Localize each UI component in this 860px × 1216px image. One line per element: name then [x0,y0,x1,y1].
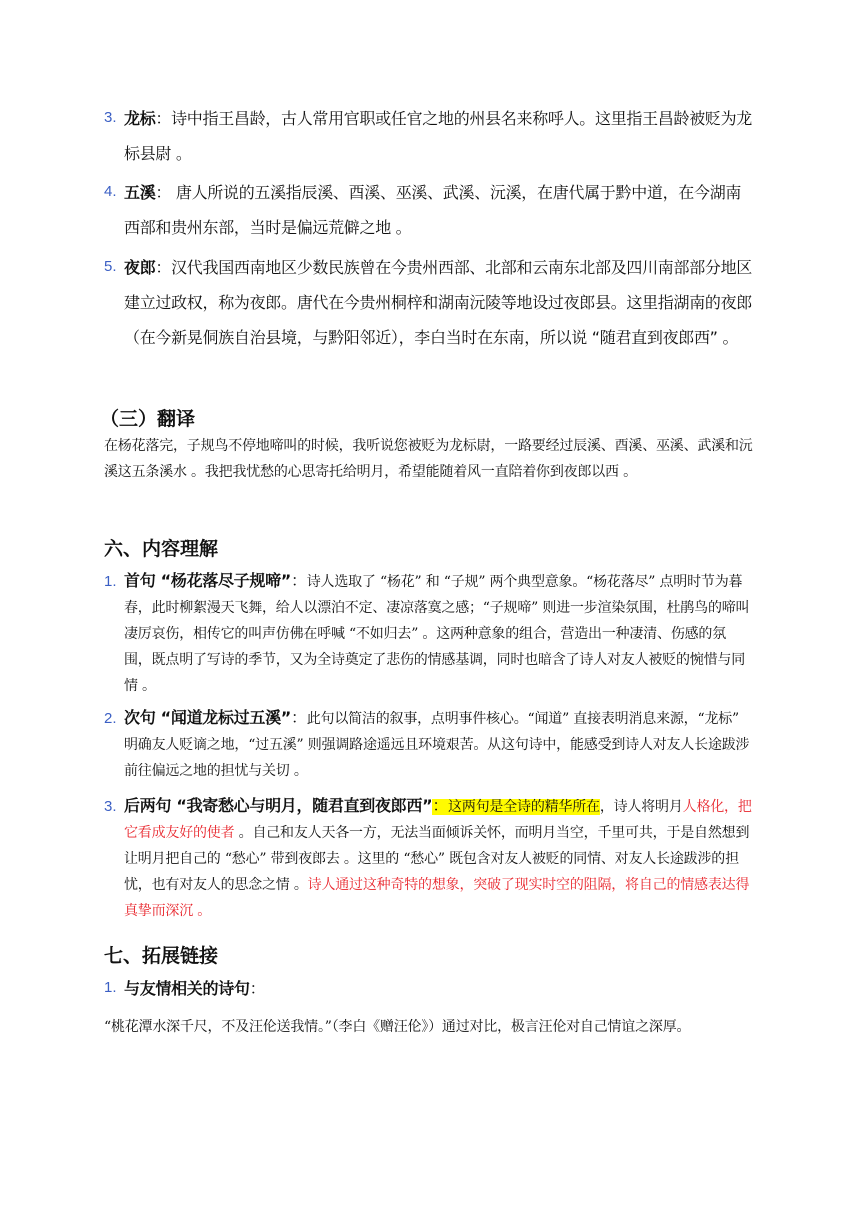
list-number: 5. [104,258,117,275]
extension-item [104,975,752,1004]
analysis-body: 。自己和友人天各一方，无法当面倾诉关怀，而明月当空，千里可共，于是自然想到让明月把自己的 “愁心” 带到夜郎去 。这里的 “愁心” 既包含对友人被贬的同情、对友人长途跋涉的担忧，也有对友人的思念之情 。 [124,825,750,893]
note-definition: ：汉代我国西南地区少数民族曾在今贵州西部、北部和云南东北部及四川南部部分地区建立过政权，称为夜郎。唐代在今贵州桐梓和湖南沅陵等地设过夜郎县。这里指湖南的夜郎（在今新晃侗族自治县境，与黔阳邻近），李白当时在东南，所以说 “随君直到夜郎西” 。 [124,258,753,347]
analysis-label: 次句 “闻道龙标过五溪” [124,708,292,727]
note-item [104,250,752,355]
note-text [124,175,752,245]
analysis-item [104,793,752,924]
section-heading: 七、拓展链接 [104,945,219,967]
analysis-body: 诗人选取了 “杨花” 和 “子规” 两个典型意象。“杨花落尽” 点明时节为暮春，此时柳絮漫天飞舞，给人以漂泊不定、凄凉落寞之感；“子规啼” 则进一步渲染氛围，杜鹃鸟的啼叫凄厉哀伤，相传它的叫声仿佛在呼喊 “不如归去” 。这两种意象的组合，营造出一种凄清、伤感的氛围，既点明了写诗的季节，又为全诗奠定了悲伤的情感基调，同时也暗含了诗人对友人被贬的惋惜与同情 。 [124,574,750,694]
translation-heading: （三）翻译 [100,408,196,430]
section-heading: 六、内容理解 [104,538,219,560]
note-definition: ：诗中指王昌龄，古人常用官职或任官之地的州县名来称呼人。这里指王昌龄被贬为龙标县尉 。 [124,109,753,163]
poem-quote: “桃花潭水深千尺，不及汪伦送我情。”（李白《赠汪伦》）通过对比，极言汪伦对自己情谊之深厚。 [104,1019,691,1035]
note-term: 夜郎 [124,258,156,277]
red-emphasis: 人格化，把它看成友好的使者 [124,799,752,841]
list-number: 3. [104,109,117,126]
label-colon: ： [291,571,307,590]
analysis-label: 后两句 “我寄愁心与明月，随君直到夜郎西” [124,796,433,815]
extension-text [124,975,752,1004]
list-number: 1. [104,979,117,996]
analysis-body: 此句以简洁的叙事，点明事件核心。“闻道” 直接表明消息来源，“龙标” 明确友人贬谪之地，“过五溪” 则强调路途遥远且环境艰苦。从这句诗中，能感受到诗人对友人长途跋涉前往偏远之地的担忧与关切 。 [124,711,750,779]
analysis-text [124,793,752,924]
note-item [104,175,752,245]
note-definition: ： 唐人所说的五溪指辰溪、酉溪、巫溪、武溪、沅溪，在唐代属于黔中道，在今湖南西部和贵州东部，当时是偏远荒僻之地 。 [124,183,742,237]
analysis-label: 首句 “杨花落尽子规啼” [124,571,292,590]
highlighted-text: 这两句是全诗的精华所在 [448,799,600,815]
analysis-text [124,568,752,699]
list-number: 3. [104,798,117,815]
analysis-item [104,705,752,784]
note-term: 五溪 [124,183,156,202]
list-number: 2. [104,710,117,727]
label-colon: ： [249,979,266,998]
label-colon: ： [432,796,449,815]
note-item [104,101,752,171]
analysis-text [124,705,752,784]
label-colon: ： [291,708,307,727]
list-number: 4. [104,183,117,200]
translation-text: 在杨花落完，子规鸟不停地啼叫的时候，我听说您被贬为龙标尉，一路要经过辰溪、酉溪、巫溪、武溪和沅溪这五条溪水 。我把我忧愁的心思寄托给明月，希望能随着风一直陪着你到夜郎以西 。 [104,438,753,480]
note-text [124,250,752,355]
extension-label: 与友情相关的诗句 [124,979,250,998]
analysis-body: ，诗人将明月 [599,799,683,815]
note-text [124,101,752,171]
red-emphasis: 诗人通过这种奇特的想象，突破了现实时空的阻隔，将自己的情感表达得真挚而深沉 。 [124,877,750,919]
list-number: 1. [104,573,117,590]
note-term: 龙标 [124,109,156,128]
analysis-item [104,568,752,699]
